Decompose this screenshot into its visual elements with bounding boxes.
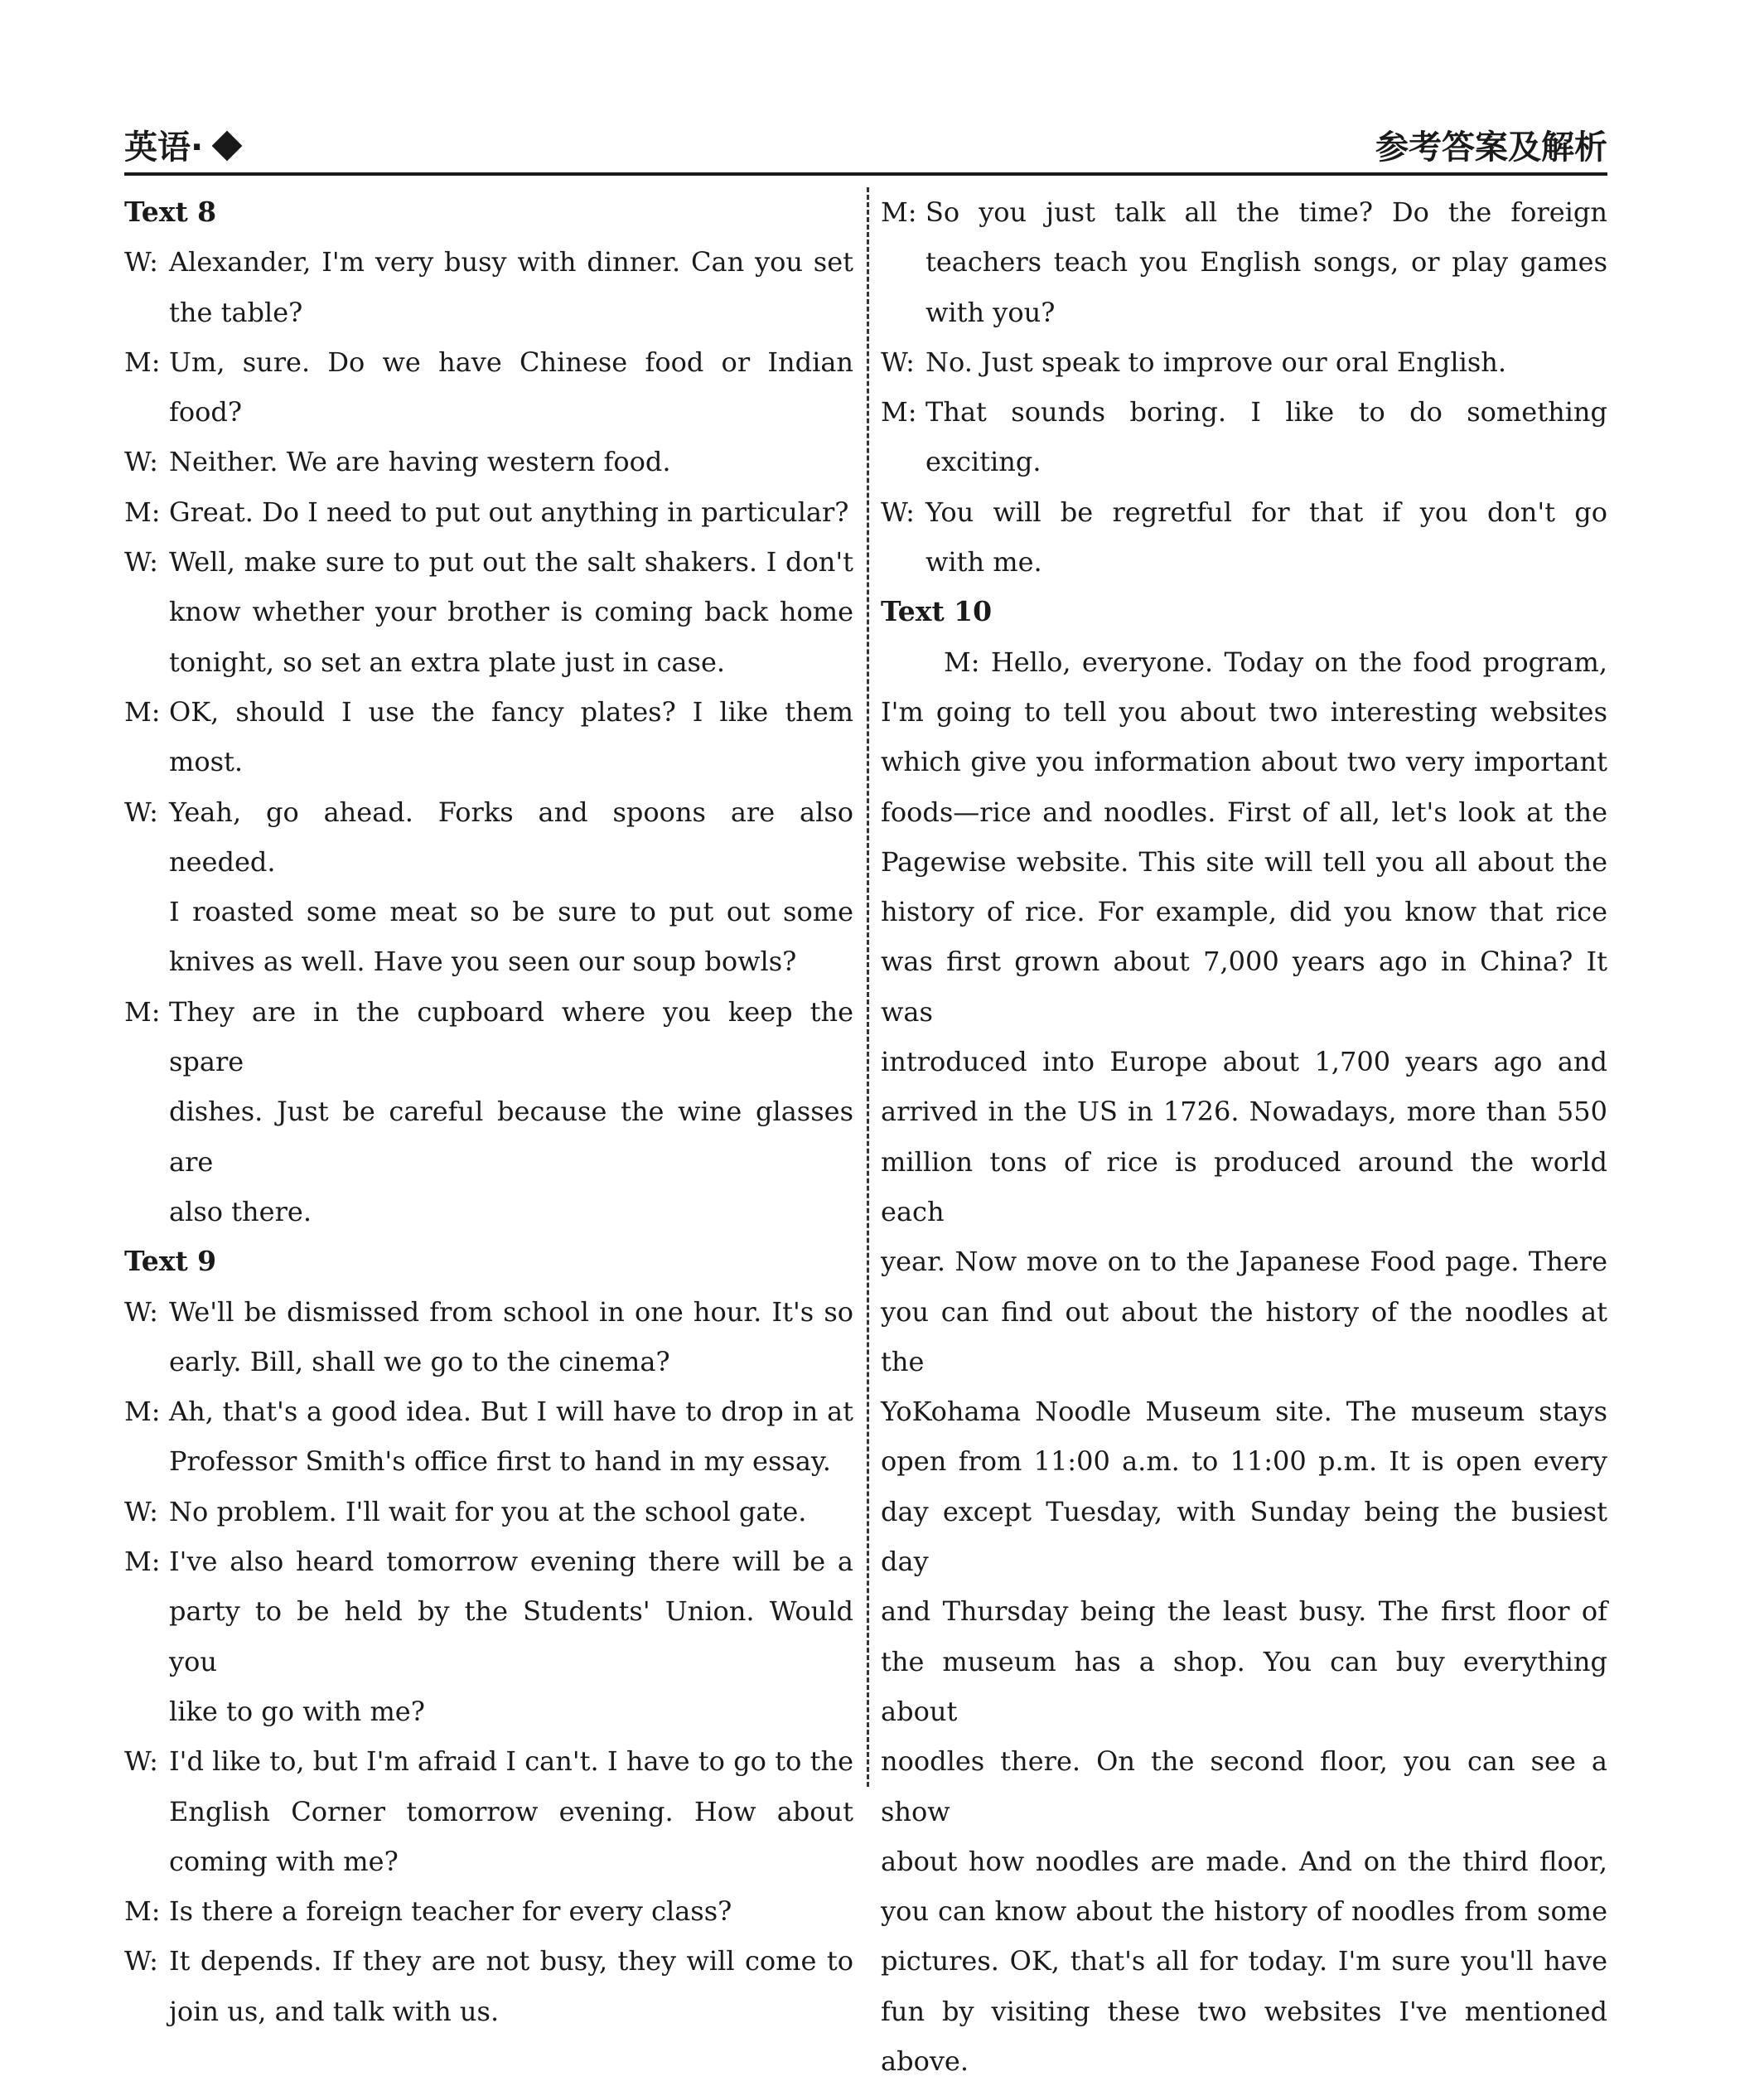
paragraph-line: and Thursday being the least busy. The first floor of [881, 1595, 1607, 1628]
dialogue-line: tonight, so set an extra plate just in case. [169, 646, 726, 678]
speaker-label: W: [124, 1495, 158, 1527]
dialogue-line: also there. [169, 1195, 312, 1227]
dialogue-line: with you? [925, 296, 1056, 328]
header-rule [124, 172, 1607, 176]
subject-label: 英语· [124, 124, 238, 171]
paragraph-line: the museum has a shop. You can buy everything about [881, 1645, 1607, 1727]
dialogue-line: Alexander, I'm very busy with dinner. Can you set [169, 246, 853, 278]
dialogue-turn [124, 537, 853, 687]
paragraph-line: open from 11:00 a.m. to 11:00 p.m. It is open every [881, 1445, 1607, 1478]
dialogue-line: party to be held by the Students' Union. Would you [169, 1595, 853, 1677]
paragraph-line: noodles there. On the second floor, you can see a show [881, 1745, 1607, 1827]
dialogue-line: No. Just speak to improve our oral English. [925, 346, 1507, 378]
paragraph-line: YoKohama Noodle Museum site. The museum stays [881, 1396, 1607, 1428]
dialogue-line: That sounds boring. I like to do something [925, 396, 1607, 428]
dialogue-line: I'd like to, but I'm afraid I can't. I have to go to the [169, 1745, 853, 1778]
dialogue-line: English Corner tomorrow evening. How about [169, 1795, 853, 1827]
dialogue-turn [124, 1936, 853, 2036]
dialogue-turn [124, 687, 853, 787]
dialogue-turn [881, 337, 1607, 387]
speaker-label: M: [124, 496, 161, 528]
paragraph-line: pictures. OK, that's all for today. I'm sure you'll have [881, 1945, 1607, 1977]
dialogue-line: coming with me? [169, 1845, 399, 1877]
dialogue-line: No problem. I'll wait for you at the school gate. [169, 1495, 807, 1527]
dialogue-line: It depends. If they are not busy, they will come to [169, 1945, 853, 1977]
paragraph-line: million tons of rice is produced around the world each [881, 1145, 1607, 1227]
paragraph-line: you can find out about the history of the noodles at the [881, 1295, 1607, 1377]
speaker-label: W: [124, 246, 158, 278]
paragraph-line: which give you information about two very important [881, 746, 1607, 778]
dialogue-line: We'll be dismissed from school in one hour. It's so [169, 1295, 853, 1328]
paragraph-line: was first grown about 7,000 years ago in China? It was [881, 946, 1607, 1028]
paragraph-line: introduced into Europe about 1,700 years ago and [881, 1046, 1607, 1078]
dialogue-line: Ah, that's a good idea. But I will have to drop in at [169, 1396, 853, 1428]
dialogue-line: Yeah, go ahead. Forks and spoons are also needed. [169, 796, 853, 878]
speaker-label: M: [124, 346, 161, 378]
dialogue-turn [124, 337, 853, 438]
speaker-label: W: [124, 1295, 158, 1328]
speaker-label: W: [124, 796, 158, 828]
dialogue-line: like to go with me? [169, 1695, 425, 1727]
speaker-label: M: [124, 695, 161, 728]
section-heading: Text 8 [124, 196, 217, 228]
dialogue-turn [881, 487, 1607, 588]
speaker-label: W: [124, 1745, 158, 1778]
speaker-label: W: [881, 496, 915, 528]
paragraph-line: above. [881, 2045, 969, 2077]
paragraph-line: fun by visiting these two websites I've mentioned [881, 1995, 1607, 2027]
dialogue-turn [124, 1736, 853, 1886]
dialogue-turn [124, 787, 853, 987]
speaker-label: W: [881, 346, 915, 378]
dialogue-line: Um, sure. Do we have Chinese food or Indian food? [169, 346, 853, 428]
dialogue-turn [124, 1886, 853, 1936]
column-divider [867, 187, 869, 1787]
dialogue-line: You will be regretful for that if you don't go [925, 496, 1607, 528]
dialogue-line: knives as well. Have you seen our soup bowls? [169, 946, 797, 978]
dialogue-line: Great. Do I need to put out anything in particular? [169, 496, 849, 528]
paragraph-line: year. Now move on to the Japanese Food page. There [881, 1246, 1607, 1278]
dialogue-line: dishes. Just be careful because the wine glasses are [169, 1096, 853, 1178]
diamond-icon [212, 131, 243, 162]
page-header [124, 124, 1607, 171]
dialogue-turn [124, 237, 853, 337]
section-heading: Text 9 [124, 1245, 217, 1278]
speaker-label: W: [124, 1945, 158, 1977]
dialogue-turn [124, 1487, 853, 1537]
paragraph-line: Pagewise website. This site will tell you all about the [881, 845, 1607, 878]
dialogue-line: So you just talk all the time? Do the foreign [925, 196, 1607, 228]
paragraph-line: about how noodles are made. And on the third floor, [881, 1845, 1607, 1877]
speaker-label: W: [124, 446, 158, 478]
speaker-label: M: [124, 995, 161, 1028]
dialogue-line: They are in the cupboard where you keep the spare [169, 995, 853, 1078]
speaker-label: M: [124, 1396, 161, 1428]
dialogue-line: Is there a foreign teacher for every class? [169, 1895, 732, 1928]
monologue-paragraph [881, 637, 1607, 2086]
dialogue-line: Professor Smith's office first to hand in my essay. [169, 1445, 831, 1478]
speaker-label: W: [124, 546, 158, 578]
speaker-label: M: [881, 196, 917, 228]
paragraph-line: M: Hello, everyone. Today on the food program, [944, 646, 1607, 678]
paragraph-line: history of rice. For example, did you know that rice [881, 896, 1607, 928]
dialogue-line: I've also heard tomorrow evening there will be a [169, 1546, 853, 1578]
dialogue-turn [124, 1287, 853, 1387]
paragraph-line: you can know about the history of noodles from some [881, 1895, 1607, 1928]
left-column [124, 187, 853, 2036]
dialogue-line: with me. [925, 546, 1042, 578]
dialogue-line: know whether your brother is coming back home [169, 596, 853, 628]
dialogue-line: exciting. [925, 446, 1041, 478]
dialogue-turn [124, 1537, 853, 1736]
speaker-label: M: [124, 1895, 161, 1928]
dialogue-turn [881, 387, 1607, 487]
section-heading: Text 10 [881, 595, 993, 628]
dialogue-line: early. Bill, shall we go to the cinema? [169, 1345, 670, 1377]
speaker-label: M: [881, 396, 917, 428]
right-column [881, 187, 1607, 2086]
dialogue-line: most. [169, 746, 244, 778]
dialogue-turn [881, 187, 1607, 337]
paragraph-line: arrived in the US in 1726. Nowadays, more than 550 [881, 1096, 1607, 1128]
dialogue-line: the table? [169, 296, 303, 328]
dialogue-turn [124, 1387, 853, 1487]
dialogue-line: Neither. We are having western food. [169, 446, 671, 478]
paragraph-line: I'm going to tell you about two interesting websites [881, 695, 1607, 728]
dialogue-turn [124, 437, 853, 486]
dialogue-line: join us, and talk with us. [169, 1995, 500, 2027]
paragraph-line: foods—rice and noodles. First of all, let's look at the [881, 796, 1607, 828]
dialogue-turn [124, 487, 853, 537]
dialogue-line: OK, should I use the fancy plates? I like them [169, 695, 853, 728]
dialogue-line: Well, make sure to put out the salt shakers. I don't [169, 546, 853, 578]
paragraph-line: day except Tuesday, with Sunday being the busiest day [881, 1495, 1607, 1578]
dialogue-turn [124, 987, 853, 1237]
dialogue-line: teachers teach you English songs, or play games [925, 246, 1607, 278]
dialogue-line: I roasted some meat so be sure to put out some [169, 896, 853, 928]
section-title: 参考答案及解析 [1375, 128, 1607, 167]
speaker-label: M: [124, 1546, 161, 1578]
